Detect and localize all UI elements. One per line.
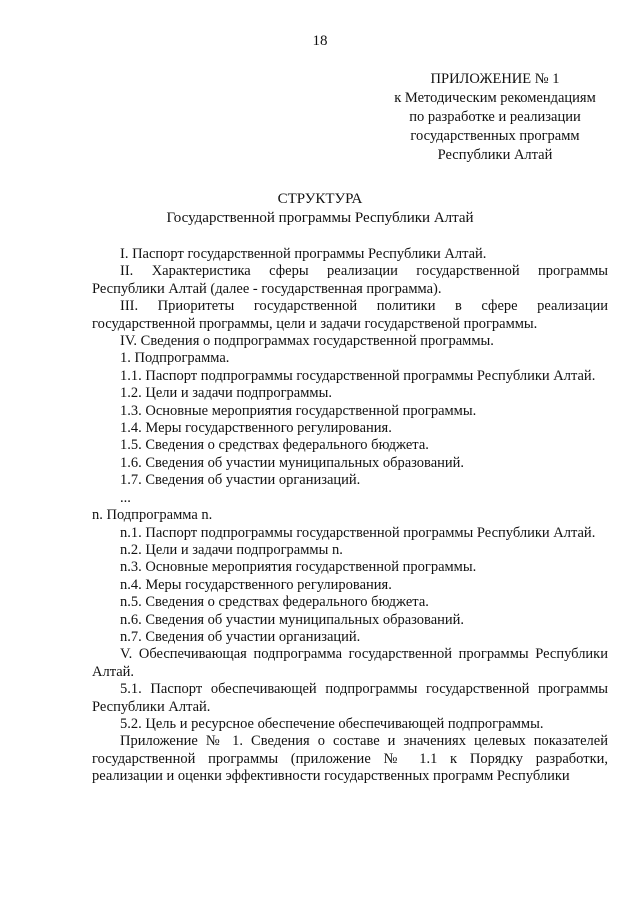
appendix-line: по разработке и реализации [409, 109, 581, 125]
list-item: V. Обеспечивающая подпрограмма государственной программы Республики Алтай. [92, 646, 608, 680]
list-item: n. Подпрограмма n. [92, 507, 213, 524]
list-item: n.3. Основные мероприятия государственной программы. [120, 559, 477, 576]
appendix-line: Республики Алтай [437, 147, 553, 163]
list-item: 1.6. Сведения об участии муниципальных образований. [120, 454, 465, 471]
list-item: 1.1. Паспорт подпрограммы государственной программы Республики Алтай. [120, 367, 596, 384]
list-item: III. Приоритеты государственной политики в сфере реализации государственной программы, цели и задачи государственой программы. [92, 298, 608, 332]
list-item: n.1. Паспорт подпрограммы государственной программы Республики Алтай. [120, 524, 596, 541]
appendix-title: ПРИЛОЖЕНИЕ № 1 [430, 71, 560, 87]
document-heading: СТРУКТУРА [277, 191, 363, 207]
list-item: II. Характеристика сферы реализации государственной программы Республики Алтай (далее - государственная программа). [92, 263, 608, 297]
list-item: Приложение № 1. Сведения о составе и значениях целевых показателей государственной программы (приложение № 1.1 к Порядку разработки, реализации и оценки эффективности государственных программ Республики [92, 733, 608, 785]
list-item: n.6. Сведения об участии муниципальных образований. [120, 611, 465, 628]
structure-list [92, 246, 608, 786]
page-number: 18 [312, 33, 328, 49]
appendix-line: к Методическим рекомендациям [394, 90, 596, 106]
list-item: n.7. Сведения об участии организаций. [120, 628, 361, 645]
list-item: IV. Сведения о подпрограммах государственной программы. [120, 333, 494, 350]
appendix-header [380, 70, 610, 165]
appendix-line: государственных программ [410, 128, 580, 144]
ellipsis: ... [120, 489, 131, 506]
list-item: 1.7. Сведения об участии организаций. [120, 472, 361, 489]
list-item: 1. Подпрограмма. [120, 350, 230, 367]
list-item: 1.3. Основные мероприятия государственной программы. [120, 402, 477, 419]
list-item: 1.4. Меры государственного регулирования. [120, 420, 392, 437]
list-item: n.5. Сведения о средствах федерального бюджета. [120, 594, 429, 611]
list-item: 5.1. Паспорт обеспечивающей подпрограммы государственной программы Республики Алтай. [92, 681, 608, 715]
list-item: n.2. Цели и задачи подпрограммы n. [120, 541, 343, 558]
document-subheading: Государственной программы Республики Алтай [166, 210, 474, 226]
list-item: 1.2. Цели и задачи подпрограммы. [120, 385, 332, 402]
list-item: I. Паспорт государственной программы Республики Алтай. [120, 246, 487, 262]
list-item: n.4. Меры государственного регулирования. [120, 576, 392, 593]
document-title-block [0, 190, 640, 228]
list-item: 5.2. Цель и ресурсное обеспечение обеспечивающей подпрограммы. [120, 715, 544, 732]
list-item: 1.5. Сведения о средствах федерального бюджета. [120, 437, 429, 454]
